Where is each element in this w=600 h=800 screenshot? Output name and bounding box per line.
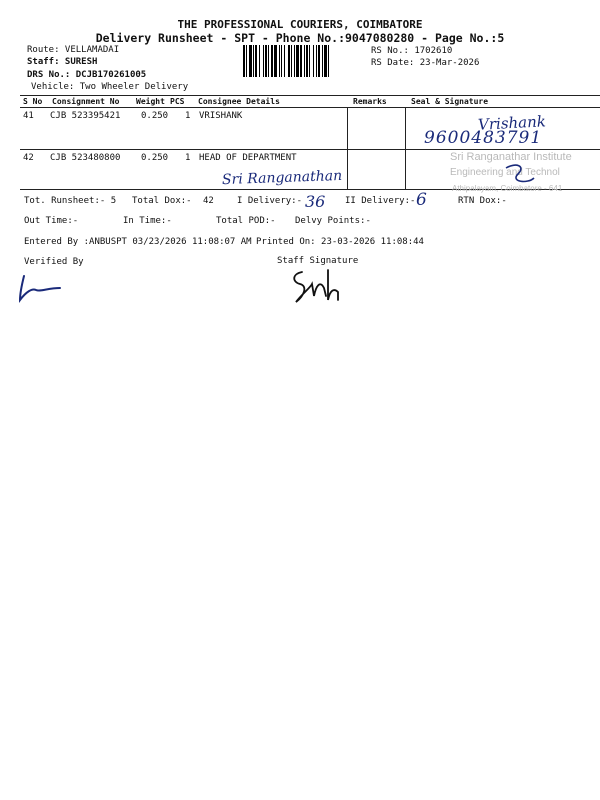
barcode	[243, 45, 365, 77]
row2-pcs: 1	[185, 153, 191, 163]
row2-weight: 0.250	[141, 153, 169, 163]
drs-number: DRS No.: DCJB170261005	[27, 70, 147, 80]
out-time-label: Out Time:-	[24, 216, 79, 226]
i-delivery-handwritten: 36	[305, 192, 326, 211]
row1-pcs: 1	[185, 111, 191, 121]
ii-delivery-label: II Delivery:-	[345, 196, 416, 206]
col-sno: S No	[23, 97, 43, 106]
staff-signature-label: Staff Signature	[277, 256, 359, 266]
printed-on: Printed On: 23-03-2026 11:08:44	[256, 237, 424, 247]
total-dox-value: 42	[203, 196, 214, 206]
total-dox-label: Total Dox:-	[132, 196, 192, 206]
col-consignee: Consignee Details	[198, 97, 280, 106]
table-top-rule	[20, 95, 600, 96]
seal-divider	[405, 107, 406, 189]
rs-date: RS Date: 23-Mar-2026	[371, 58, 480, 68]
table-header-rule	[20, 107, 600, 108]
route-label: Route: VELLAMADAI	[27, 45, 120, 55]
verifier-signature	[14, 270, 66, 304]
rtn-dox-label: RTN Dox:-	[458, 196, 507, 206]
col-seal: Seal & Signature	[411, 97, 489, 106]
tot-runsheet: Tot. Runsheet:- 5	[24, 196, 117, 206]
runsheet-subtitle: Delivery Runsheet - SPT - Phone No.:9047080280 - Page No.:5	[95, 31, 505, 45]
row2-consignment: CJB 523480800	[50, 153, 121, 163]
stamp-line-2: Engineering and Technol	[450, 167, 560, 178]
stamp-line-1: Sri Ranganathar Institute	[450, 151, 572, 163]
company-title: THE PROFESSIONAL COURIERS, COIMBATORE	[177, 18, 423, 31]
entered-by: Entered By :ANBUSPT 03/23/2026 11:08:07 AM	[24, 237, 252, 247]
row1-handwritten-name: Vrishank	[477, 112, 547, 134]
row2-consignee: HEAD OF DEPARTMENT	[199, 153, 297, 163]
col-consignment: Consignment No	[52, 97, 120, 106]
stamp-line-3: Athipalayam, Coimbatore - 641	[452, 184, 563, 193]
verified-by-label: Verified By	[24, 257, 84, 267]
col-weight: Weight	[136, 97, 165, 106]
total-pod-label: Total POD:-	[216, 216, 276, 226]
in-time-label: In Time:-	[123, 216, 172, 226]
row1-sno: 41	[23, 111, 34, 121]
staff-signature	[286, 266, 346, 310]
row1-handwritten-phone: 9600483791	[424, 128, 543, 148]
staff-label: Staff: SURESH	[27, 57, 98, 67]
row1-weight: 0.250	[141, 111, 169, 121]
row1-consignee: VRISHANK	[199, 111, 243, 121]
vehicle-label: Vehicle: Two Wheeler Delivery	[31, 82, 189, 92]
row1-consignment: CJB 523395421	[50, 111, 121, 121]
i-delivery-label: I Delivery:-	[237, 196, 303, 206]
row-divider	[20, 149, 600, 150]
col-remarks: Remarks	[353, 97, 387, 106]
ii-delivery-handwritten: 6	[416, 190, 427, 210]
col-pcs: PCS	[170, 97, 185, 106]
row2-signature-mark	[500, 160, 540, 190]
row2-handwritten-name: Sri Ranganathan	[221, 167, 343, 189]
row2-sno: 42	[23, 153, 34, 163]
remarks-divider	[347, 107, 348, 189]
rs-number: RS No.: 1702610	[371, 46, 453, 56]
delvy-points-label: Delvy Points:-	[295, 216, 371, 226]
